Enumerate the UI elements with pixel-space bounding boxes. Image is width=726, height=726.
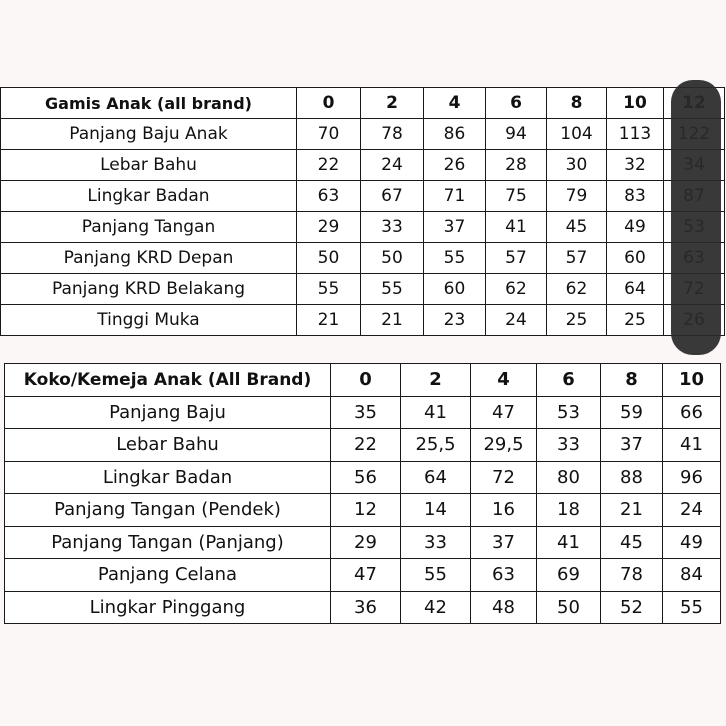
table-row [5, 494, 721, 527]
measurement-value: 70 [297, 119, 361, 150]
measurement-value: 30 [547, 150, 607, 181]
measurement-value: 37 [471, 526, 537, 559]
measurement-value: 62 [486, 274, 547, 305]
size-header: 4 [471, 364, 537, 397]
measurement-value: 49 [607, 212, 664, 243]
table-row [5, 526, 721, 559]
measurement-value: 22 [331, 429, 401, 462]
measurement-value: 84 [663, 559, 721, 592]
measurement-value: 57 [547, 243, 607, 274]
measurement-value: 80 [537, 461, 601, 494]
measurement-value: 12 [331, 494, 401, 527]
measurement-value: 83 [607, 181, 664, 212]
measurement-label: Panjang KRD Belakang [1, 274, 297, 305]
measurement-value: 28 [486, 150, 547, 181]
measurement-value: 62 [547, 274, 607, 305]
measurement-label: Panjang Tangan (Pendek) [5, 494, 331, 527]
measurement-value: 37 [601, 429, 663, 462]
measurement-value: 18 [537, 494, 601, 527]
measurement-value: 113 [607, 119, 664, 150]
measurement-value: 41 [537, 526, 601, 559]
measurement-value: 67 [361, 181, 424, 212]
size-header: 10 [663, 364, 721, 397]
measurement-value: 47 [331, 559, 401, 592]
measurement-value: 26 [424, 150, 486, 181]
measurement-value: 72 [471, 461, 537, 494]
measurement-label: Tinggi Muka [1, 305, 297, 336]
measurement-value: 104 [547, 119, 607, 150]
measurement-value: 33 [401, 526, 471, 559]
table-row [5, 396, 721, 429]
size-header: 2 [361, 88, 424, 119]
measurement-value: 78 [601, 559, 663, 592]
measurement-value: 29 [297, 212, 361, 243]
measurement-value: 45 [601, 526, 663, 559]
size-header: 0 [297, 88, 361, 119]
measurement-value: 50 [297, 243, 361, 274]
measurement-value: 53 [537, 396, 601, 429]
table-row [1, 212, 725, 243]
measurement-label: Lingkar Pinggang [5, 591, 331, 624]
measurement-value: 32 [607, 150, 664, 181]
measurement-value: 21 [601, 494, 663, 527]
measurement-value: 59 [601, 396, 663, 429]
measurement-value: 71 [424, 181, 486, 212]
measurement-value: 16 [471, 494, 537, 527]
measurement-value: 63 [297, 181, 361, 212]
size-header: 4 [424, 88, 486, 119]
measurement-value: 64 [607, 274, 664, 305]
measurement-value: 41 [663, 429, 721, 462]
measurement-label: Panjang Celana [5, 559, 331, 592]
measurement-label: Panjang Tangan (Panjang) [5, 526, 331, 559]
measurement-value: 45 [547, 212, 607, 243]
measurement-value: 86 [424, 119, 486, 150]
measurement-label: Lebar Bahu [5, 429, 331, 462]
measurement-value: 14 [401, 494, 471, 527]
size-header: 6 [486, 88, 547, 119]
measurement-label: Lingkar Badan [5, 461, 331, 494]
measurement-value: 55 [401, 559, 471, 592]
measurement-value: 57 [486, 243, 547, 274]
measurement-value: 94 [486, 119, 547, 150]
measurement-value: 63 [471, 559, 537, 592]
measurement-value: 33 [361, 212, 424, 243]
measurement-value: 21 [361, 305, 424, 336]
size-header: 8 [601, 364, 663, 397]
table-row [1, 181, 725, 212]
measurement-value: 55 [361, 274, 424, 305]
table-row [1, 150, 725, 181]
size-header: 8 [547, 88, 607, 119]
measurement-value: 75 [486, 181, 547, 212]
measurement-value: 25,5 [401, 429, 471, 462]
measurement-value: 60 [607, 243, 664, 274]
measurement-value: 49 [663, 526, 721, 559]
measurement-value: 36 [331, 591, 401, 624]
measurement-value: 35 [331, 396, 401, 429]
measurement-value: 55 [424, 243, 486, 274]
measurement-value: 41 [486, 212, 547, 243]
measurement-value: 79 [547, 181, 607, 212]
measurement-value: 24 [663, 494, 721, 527]
measurement-value: 24 [361, 150, 424, 181]
measurement-value: 23 [424, 305, 486, 336]
measurement-value: 42 [401, 591, 471, 624]
measurement-value: 29,5 [471, 429, 537, 462]
table-row [5, 429, 721, 462]
measurement-value: 37 [424, 212, 486, 243]
measurement-value: 48 [471, 591, 537, 624]
table-title: Koko/Kemeja Anak (All Brand) [5, 364, 331, 397]
measurement-label: Lebar Bahu [1, 150, 297, 181]
table-row [1, 243, 725, 274]
measurement-value: 24 [486, 305, 547, 336]
table-header-row [5, 364, 721, 397]
table-row [5, 461, 721, 494]
measurement-value: 52 [601, 591, 663, 624]
measurement-label: Panjang KRD Depan [1, 243, 297, 274]
measurement-label: Lingkar Badan [1, 181, 297, 212]
measurement-value: 78 [361, 119, 424, 150]
measurement-value: 22 [297, 150, 361, 181]
koko-size-table [4, 363, 721, 624]
measurement-value: 96 [663, 461, 721, 494]
size-header: 2 [401, 364, 471, 397]
measurement-value: 41 [401, 396, 471, 429]
redaction-mark [671, 80, 721, 355]
measurement-value: 88 [601, 461, 663, 494]
measurement-value: 50 [361, 243, 424, 274]
measurement-value: 47 [471, 396, 537, 429]
table-row [1, 274, 725, 305]
table-row [5, 559, 721, 592]
measurement-value: 55 [297, 274, 361, 305]
size-header: 0 [331, 364, 401, 397]
measurement-value: 21 [297, 305, 361, 336]
size-header: 10 [607, 88, 664, 119]
measurement-value: 25 [607, 305, 664, 336]
measurement-label: Panjang Baju Anak [1, 119, 297, 150]
gamis-size-table [0, 87, 725, 336]
measurement-value: 29 [331, 526, 401, 559]
table-title: Gamis Anak (all brand) [1, 88, 297, 119]
measurement-value: 56 [331, 461, 401, 494]
measurement-value: 69 [537, 559, 601, 592]
measurement-label: Panjang Baju [5, 396, 331, 429]
measurement-label: Panjang Tangan [1, 212, 297, 243]
size-header: 6 [537, 364, 601, 397]
measurement-value: 55 [663, 591, 721, 624]
measurement-value: 66 [663, 396, 721, 429]
table-row [1, 305, 725, 336]
table-row [5, 591, 721, 624]
measurement-value: 25 [547, 305, 607, 336]
measurement-value: 64 [401, 461, 471, 494]
measurement-value: 50 [537, 591, 601, 624]
measurement-value: 33 [537, 429, 601, 462]
table-row [1, 119, 725, 150]
table-header-row [1, 88, 725, 119]
measurement-value: 60 [424, 274, 486, 305]
